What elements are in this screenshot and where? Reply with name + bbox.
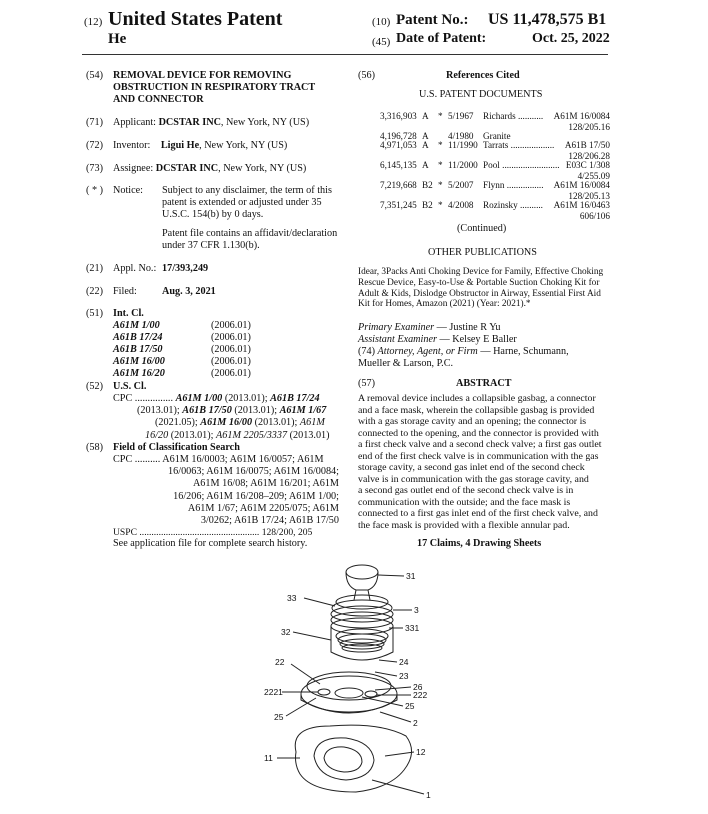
field-22-code: (22)	[86, 286, 103, 297]
label-26: 26	[413, 682, 423, 692]
label-22: 22	[275, 657, 285, 667]
label-31: 31	[406, 571, 416, 581]
notice-code: ( * )	[86, 185, 103, 196]
us-patent-docs-heading: U.S. PATENT DOCUMENTS	[419, 89, 543, 100]
notice-affidavit: Patent file contains an affidavit/declaration under 37 CFR 1.130(b).	[162, 228, 338, 252]
label-25: 25	[405, 701, 415, 711]
label-222: 222	[413, 690, 428, 700]
attorney-firm-cont: Mueller & Larson, P.C.	[358, 358, 454, 369]
claims-summary: 17 Claims, 4 Drawing Sheets	[417, 538, 542, 549]
face-mask-1	[295, 725, 411, 792]
int-cl-label: Int. Cl.	[113, 308, 144, 319]
inventor: Inventor: Ligui He, New York, NY (US)	[113, 140, 288, 151]
field-21-code: (21)	[86, 263, 103, 274]
search-cpc: CPC .......... A61M 16/0003; A61M 16/0057; A61M 16/0063; A61M 16/0075; A61M 16/0084; A61M 16/08; A61M 16/201; A61M 16/206; A61M 16/208–209; A61M 1/00; A61M 1/67; A61M 2205/075; A61M 3/0262; A61B 17/24; A61B 17/50	[113, 454, 339, 527]
kind-code-12: (12)	[84, 16, 103, 28]
patent-number: US 11,478,575 B1	[488, 11, 607, 28]
field-54-code: (54)	[86, 70, 103, 81]
int-cl-row: A61B 17/24 (2006.01)	[113, 332, 251, 343]
field-51-code: (51)	[86, 308, 103, 319]
int-cl-row: A61B 17/50 (2006.01)	[113, 344, 251, 355]
label-12: 12	[416, 747, 426, 757]
uspc: USPC .................................................. 128/200, 205	[113, 527, 313, 538]
int-cl-row: A61M 16/00 (2006.01)	[113, 356, 251, 367]
kind-code-45: (45)	[372, 36, 391, 48]
reference-row: 6,145,135 A * 11/2000 Pool ......................... E03C 1/308 4/255.09	[380, 160, 610, 181]
field-71-code: (71)	[86, 117, 103, 128]
us-cl-label: U.S. Cl.	[113, 381, 147, 392]
reference-row: 7,219,668 B2 * 5/2007 Flynn ................ A61M 16/0084 128/205.13	[380, 180, 610, 201]
reference-row: 7,351,245 B2 * 4/2008 Rozinsky .......... A61M 16/0463 606/106	[380, 200, 610, 221]
label-23: 23	[399, 671, 409, 681]
field-56-code: (56)	[358, 70, 375, 81]
label-3: 3	[414, 605, 419, 615]
label-331: 331	[405, 623, 420, 633]
continued-note: (Continued)	[457, 223, 507, 234]
field-73-code: (73)	[86, 163, 103, 174]
patent-title: United States Patent	[108, 8, 283, 30]
field-52-code: (52)	[86, 381, 103, 392]
label-24: 24	[399, 657, 409, 667]
knob-top	[346, 565, 378, 579]
label-32: 32	[281, 627, 291, 637]
label-25: 25	[274, 712, 284, 722]
abstract-text: A removal device includes a collapsible gasbag, a connector and a face mask, wherein the collapsible gasbag is provided with a gas storage cavity and an opening; the connector is connected to the opening, and the connector is provided with a first check valve and a second check valve; a first gas outlet end of the first check valve is in communication with the gas storage cavity, a second gas inlet end of the second check valve is in communication with the gas storage cavity, and a second gas outlet end of the second check valve is in communication with the outside; and the face mask is connected to a first gas inlet end of the first check valve, and the face mask is provided with a flexible annular pad.	[358, 393, 602, 531]
invention-title: REMOVAL DEVICE FOR REMOVING OBSTRUCTION IN RESPIRATORY TRACT AND CONNECTOR	[113, 70, 316, 106]
filed-label: Filed:	[113, 286, 137, 297]
label-2221: 2221	[264, 687, 283, 697]
label-1: 1	[426, 790, 431, 800]
assistant-examiner: Assistant Examiner — Kelsey E Baller	[358, 334, 517, 345]
assignee: Assignee: DCSTAR INC, New York, NY (US)	[113, 163, 307, 174]
kind-code-10: (10)	[372, 16, 391, 28]
label-33: 33	[287, 593, 297, 603]
reference-row: 3,316,903 A * 5/1967 Richards ........... A61M 16/0084 128/205.16	[380, 111, 610, 132]
abstract-title: ABSTRACT	[456, 378, 512, 389]
notice-text: Subject to any disclaimer, the term of this patent is extended or adjusted under 35 U.S.C. 154(b) by 0 days.	[162, 185, 332, 221]
int-cl-row: A61M 16/20 (2006.01)	[113, 368, 251, 379]
int-cl-row: A61M 1/00 (2006.01)	[113, 320, 251, 331]
references-title: References Cited	[446, 70, 520, 81]
inventor-short: He	[108, 31, 127, 47]
applicant: Applicant: DCSTAR INC, New York, NY (US)	[113, 117, 310, 128]
search-field-label: Field of Classification Search	[113, 442, 240, 453]
reference-row: 4,971,053 A * 11/1990 Tarrats ................... A61B 17/50 128/206.28	[380, 140, 610, 161]
attorney: (74) Attorney, Agent, or Firm — Harne, Schumann,	[358, 346, 569, 357]
primary-examiner: Primary Examiner — Justine R Yu	[358, 322, 501, 333]
see-application: See application file for complete search history.	[113, 538, 308, 549]
appl-no-label: Appl. No.:	[113, 263, 157, 274]
publication-citation: Idear, 3Packs Anti Choking Device for Family, Effective Choking Rescue Device, Easy-to-Use & Portable Suction Choking Kit for Adult & Kids, Dislodge Obstructor in Airway, Essential First Aid Kit for Homes, Amazon (2021) (Year: 2021).*	[358, 267, 604, 310]
notice-label: Notice:	[113, 185, 143, 196]
field-72-code: (72)	[86, 140, 103, 151]
label-2: 2	[413, 718, 418, 728]
date-label: Date of Patent:	[396, 31, 487, 46]
label-11: 11	[264, 753, 273, 763]
patent-no-label: Patent No.:	[396, 12, 469, 28]
field-58-code: (58)	[86, 442, 103, 453]
appl-no: 17/393,249	[162, 263, 209, 274]
other-publications-heading: OTHER PUBLICATIONS	[428, 247, 537, 258]
field-57-code: (57)	[358, 378, 375, 389]
knob-body	[346, 572, 378, 590]
us-cl-cpc: CPC ............... A61M 1/00 (2013.01); A61B 17/24 (2013.01); A61B 17/50 (2013.01); A61M 1/67 (2021.05); A61M 16/00 (2013.01); A61M 16/20 (2013.01); A61M 2205/3337 (2013.01)	[113, 393, 330, 441]
filed-date: Aug. 3, 2021	[162, 286, 216, 297]
patent-date: Oct. 25, 2022	[532, 31, 610, 46]
reference-row: 4,196,728 A 4/1980 Granite	[380, 131, 511, 141]
